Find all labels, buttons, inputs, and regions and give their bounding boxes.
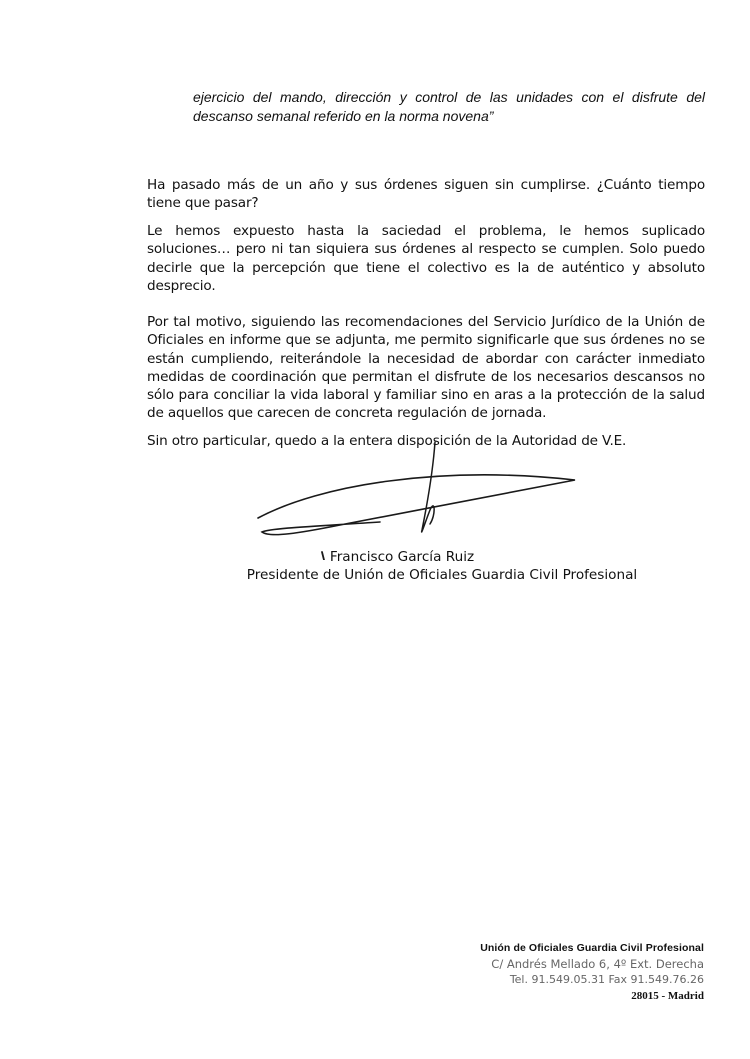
letterhead-footer xyxy=(384,940,704,1004)
paragraph-1: Ha pasado más de un año y sus órdenes siguen sin cumplirse. ¿Cuánto tiempo tiene que pasar? xyxy=(147,177,705,212)
closing-paragraph: Sin otro particular, quedo a la entera disposición de la Autoridad de V.E. xyxy=(147,433,627,449)
paragraph-2: Le hemos expuesto hasta la saciedad el problema, le hemos suplicado soluciones… pero ni tan siquiera sus órdenes al respecto se cumplen. Solo puedo decirle que la percepción que tiene el colectivo es la de auténtico y absoluto desprecio. xyxy=(147,223,705,294)
footer-organization: Unión de Oficiales Guardia Civil Profesional xyxy=(480,942,704,954)
signer-name: Francisco García Ruiz xyxy=(329,549,475,565)
paragraph-3: Por tal motivo, siguiendo las recomendaciones del Servicio Jurídico de la Unión de Oficiales en informe que se adjunta, me permito significarle que sus órdenes no se están cumpliendo, reiterándole la necesidad de abordar con carácter inmediato medidas de coordinación que permitan el disfrute de los necesarios descansos no sólo para conciliar la vida laboral y familiar sino en aras a la protección de la salud de aquellos que carecen de concreta regulación de jornada. xyxy=(147,314,705,422)
signer-title: Presidente de Unión de Oficiales Guardia Civil Profesional xyxy=(246,567,638,583)
handwritten-signature xyxy=(230,440,590,560)
footer-phones: Tel. 91.549.05.31 Fax 91.549.76.26 xyxy=(509,973,704,986)
footer-city: 28015 - Madrid xyxy=(631,990,704,1002)
quoted-text: ejercicio del mando, dirección y control de las unidades con el disfrute del descanso semanal referido en la norma novena” xyxy=(193,89,705,124)
footer-address: C/ Andrés Mellado 6, 4º Ext. Derecha xyxy=(491,957,704,971)
